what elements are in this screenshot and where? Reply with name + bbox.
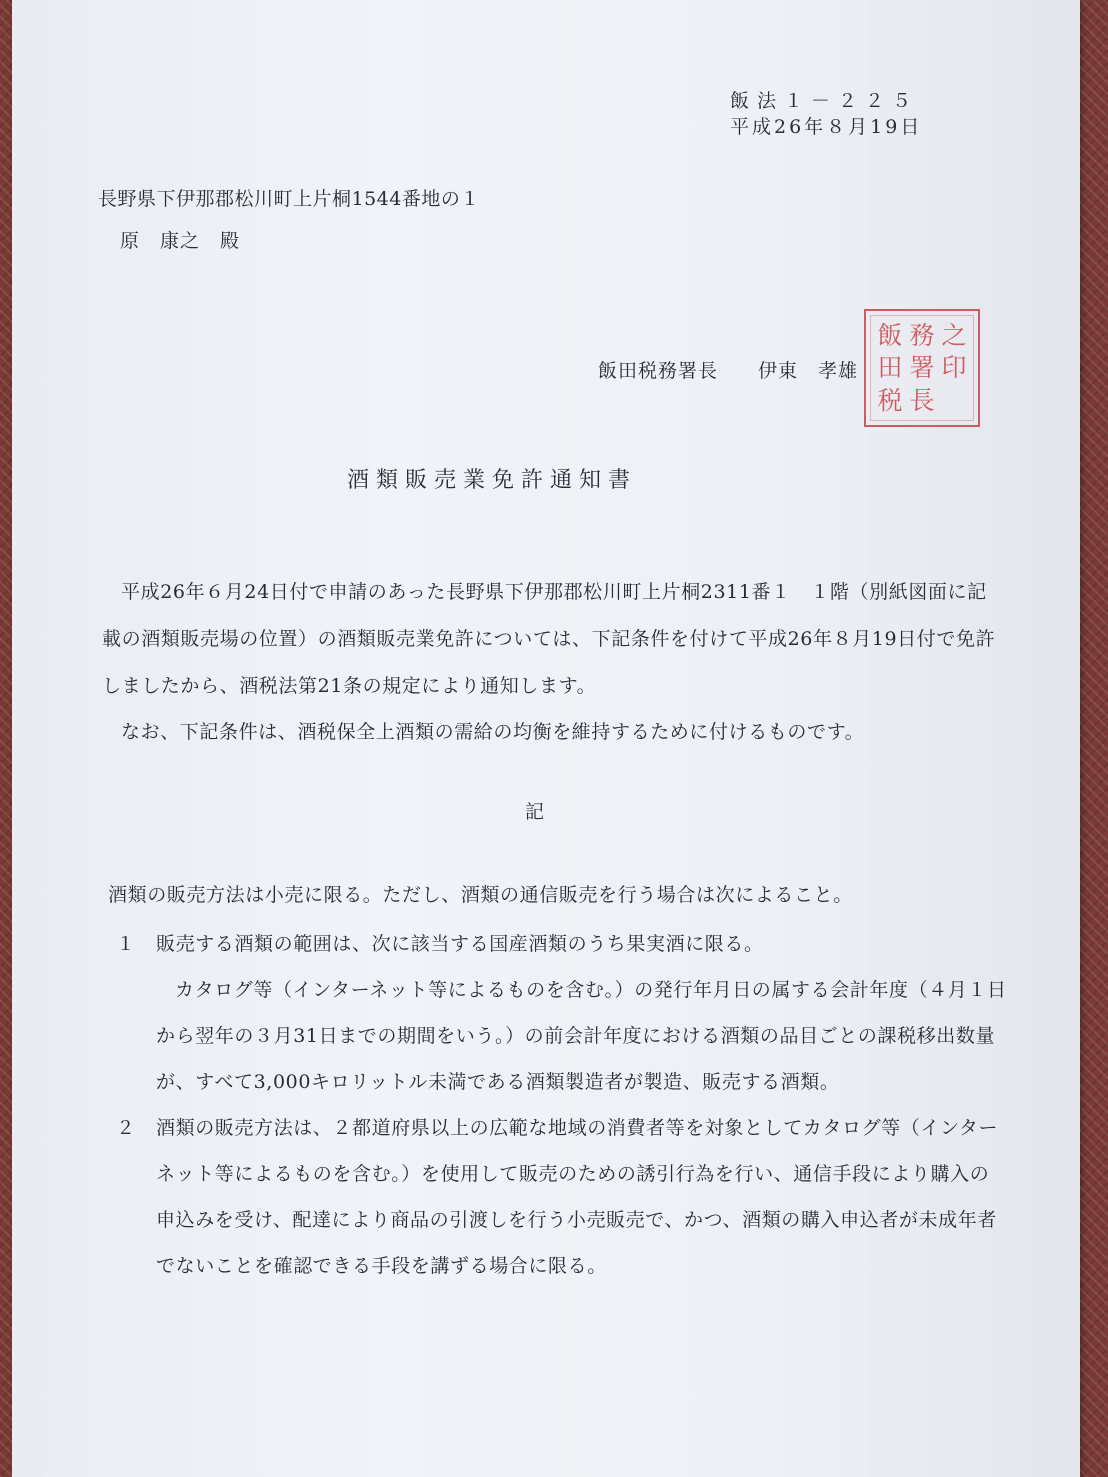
seal-char: 之 [941,320,967,350]
seal-char: 印 [941,353,967,383]
condition-item-1 [108,921,1008,1105]
seal-char: 署 [909,353,935,383]
seal-char: 務 [909,320,935,350]
condition-body [156,1105,1008,1289]
conditions-intro: 酒類の販売方法は小売に限る。ただし、酒類の通信販売を行う場合は次によること。 [108,884,853,906]
seal-char: 田 [877,353,903,383]
condition-text: 販売する酒類の範囲は、次に該当する国産酒類のうち果実酒に限る。 [156,933,764,955]
issuer-name: 飯田税務署長 伊東 孝雄 [598,360,859,382]
body-paragraph-2: なお、下記条件は、酒税保全上酒類の需給の均衡を維持するために付けるものです。 [121,721,865,743]
letter-page [12,0,1080,1477]
condition-body [156,921,1008,1105]
official-seal-stamp [864,309,980,427]
condition-subtext: カタログ等（インターネット等によるものを含む。）の発行年月日の属する会計年度（４月１日から翌年の３月31日までの期間をいう。）の前会計年度における酒類の品目ごとの課税移出数量が、すべて3,000キロリットル未満である酒類製造者が製造、販売する酒類。 [156,979,1007,1093]
seal-char [938,384,970,417]
body-paragraph-1: 平成26年６月24日付で申請のあった長野県下伊那郡松川町上片桐2311番１ １階（別紙図面に記載の酒類販売場の位置）の酒類販売業免許については、下記条件を付けて平成26年８月19日付で免許しましたから、酒税法第21条の規定により通知します。 [102,581,996,697]
seal-char: 長 [909,386,935,416]
condition-number: ２ [116,1117,136,1139]
condition-number: １ [116,933,136,955]
seal-char: 税 [877,386,903,416]
issue-date: 平成26年８月19日 [730,116,923,138]
addressee-name: 原 康之 殿 [120,230,241,252]
conditions-section [108,880,1008,1289]
condition-text: 酒類の販売方法は、２都道府県以上の広範な地域の消費者等を対象としてカタログ等（インターネット等によるものを含む。）を使用して販売のための誘引行為を行い、通信手段により購入の申込みを受け、配達により商品の引渡しを行う小売販売で、かつ、酒類の購入申込者が未成年者でないことを確認できる手段を講ずる場合に限る。 [156,1117,999,1277]
reference-number: 飯法１－２２５ [730,90,920,112]
document-title: 酒類販売業免許通知書 [347,468,638,493]
condition-item-2 [108,1105,1008,1289]
addressee-address: 長野県下伊那郡松川町上片桐1544番地の１ [98,188,480,210]
seal-characters [874,319,970,417]
ki-heading: 記 [525,801,545,823]
seal-char: 飯 [877,320,903,350]
